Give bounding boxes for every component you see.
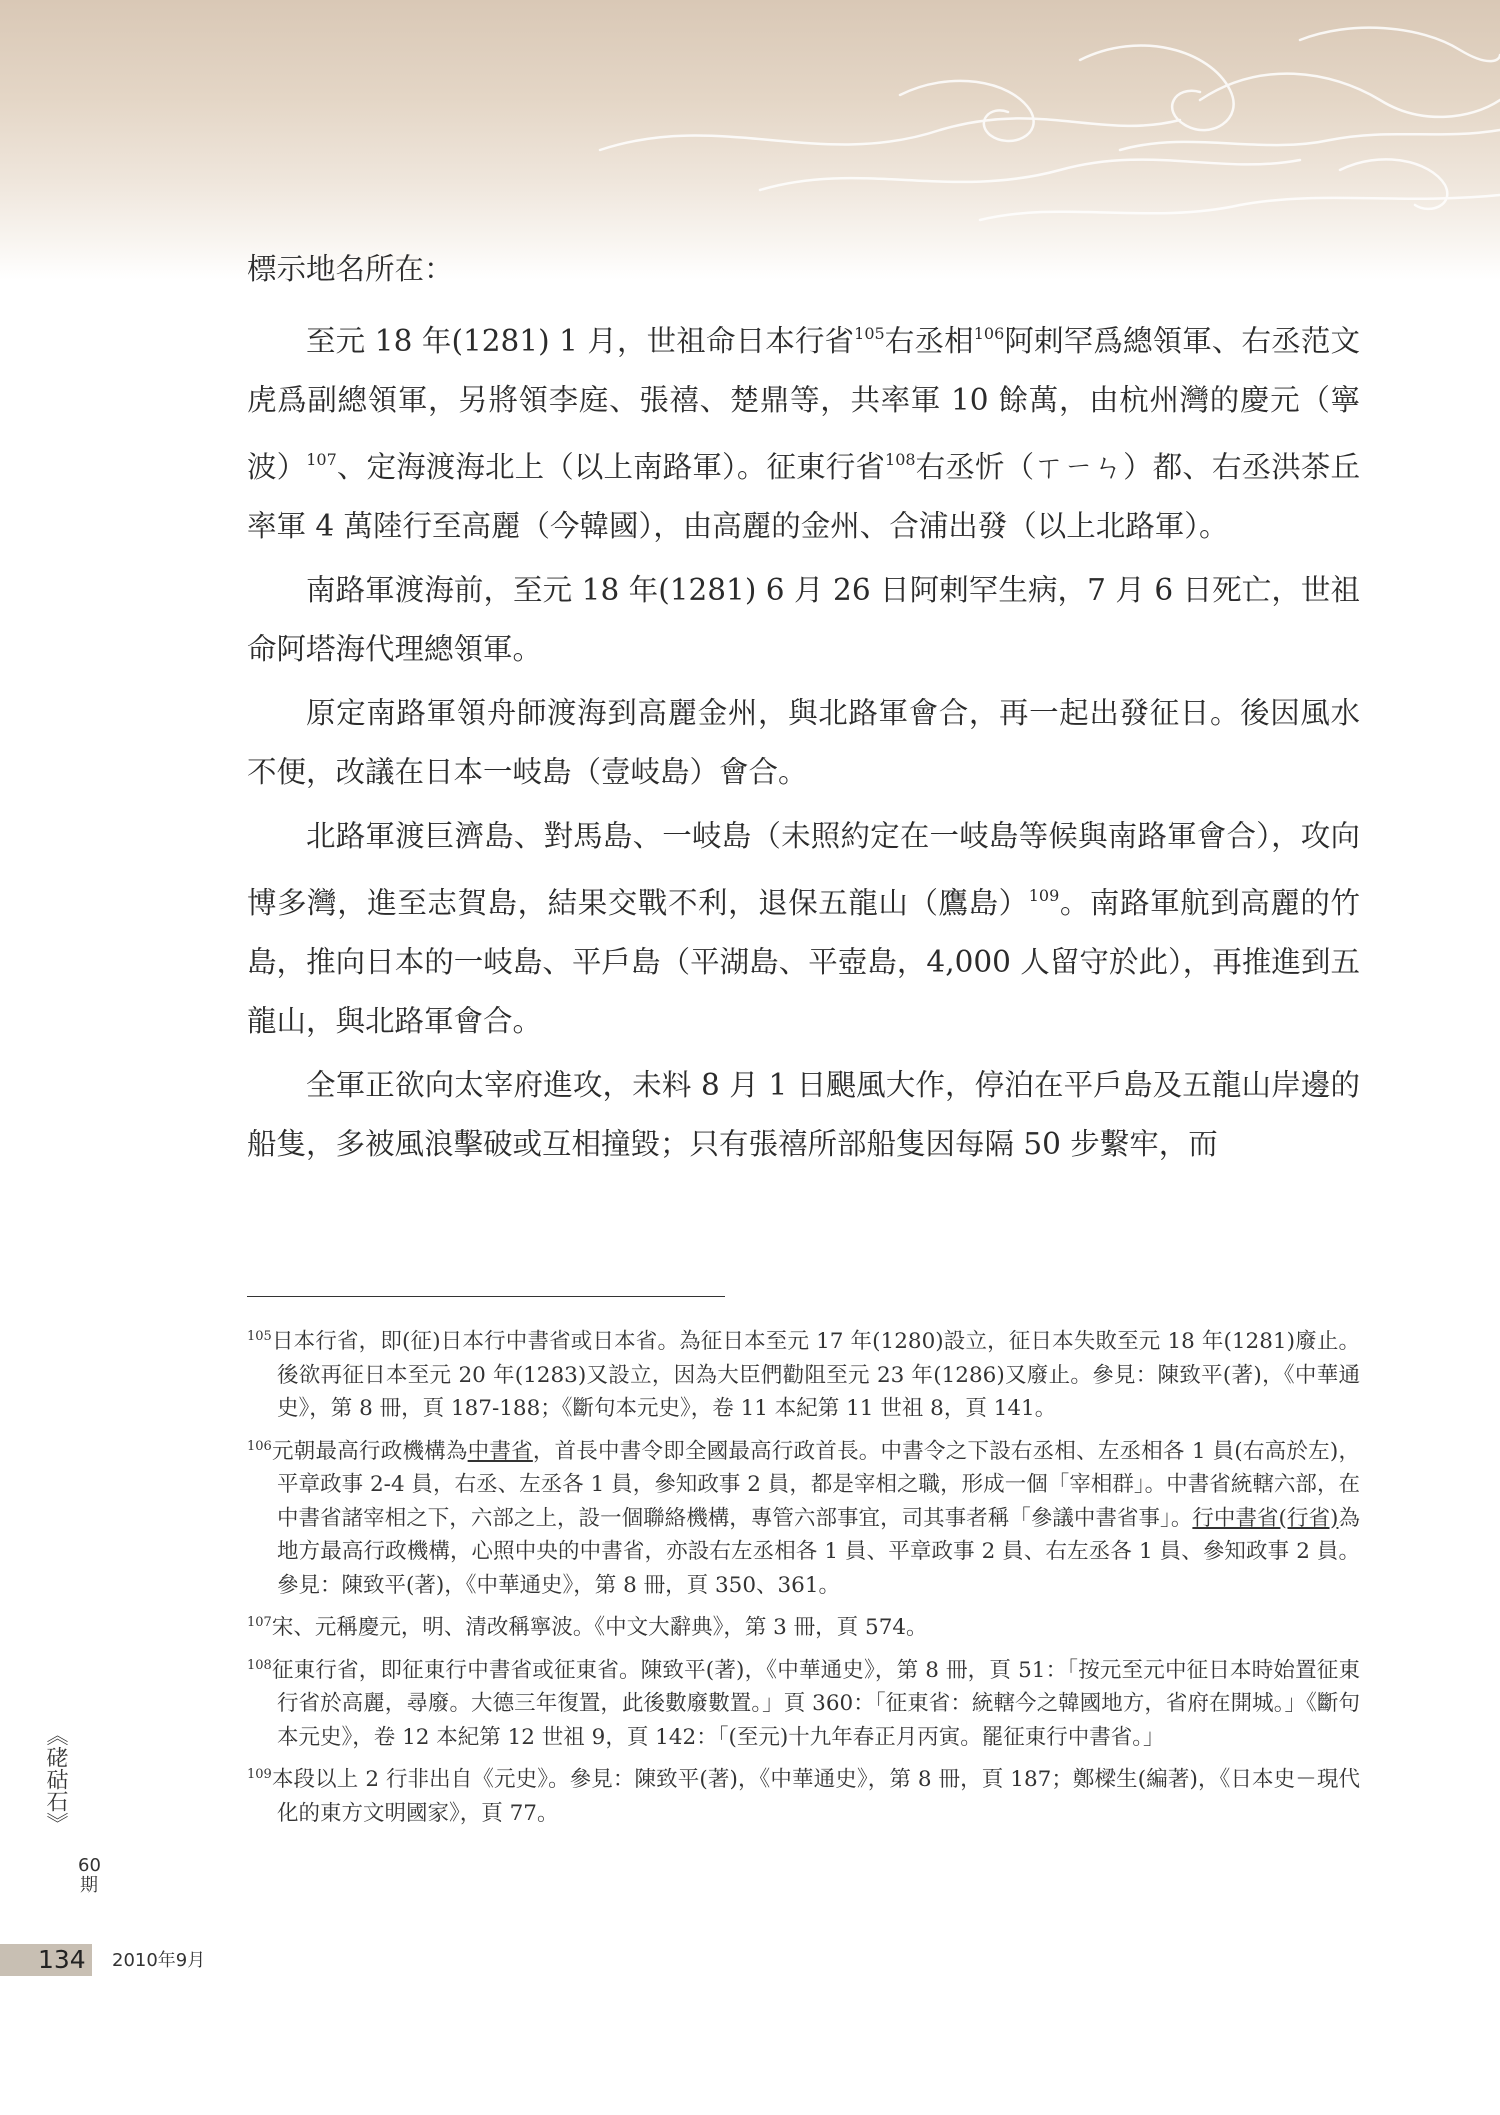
paragraph-2: 南路軍渡海前，至元 18 年(1281) 6 月 26 日阿剌罕生病，7 月 6 日死亡，世祖命阿塔海代理總領軍。 (247, 573, 1360, 666)
p4-text-b: 。南路軍航到高麗的竹島，推向日本的一岐島、平戶島（平湖島、平壺島，4,000 人留守於此），再推進到五龍山，與北路軍會合。 (247, 886, 1360, 1038)
p1-text-e: 右丞忻（ㄒㄧㄣ）都、右丞洪茶丘率軍 4 萬陸行至高麗（今韓國），由高麗的金州、合浦出發（以上北路軍）。 (247, 450, 1360, 543)
footnote-number: 107 (247, 1615, 272, 1630)
page-number: 134 (38, 1945, 86, 1974)
p1-text-d: 、定海渡海北上（以上南路軍）。征東行省 (336, 450, 886, 484)
issue-label (78, 1856, 100, 1896)
issue-number: 60 (78, 1855, 101, 1876)
footnote-text: 本段以上 2 行非出自《元史》。參見：陳致平(著)，《中華通史》，第 8 冊，頁 187；鄭樑生(編著)，《日本史－現代化的東方文明國家》，頁 77。 (271, 1767, 1360, 1826)
footnote-ref-107: 107 (306, 450, 337, 469)
footnote-number: 109 (247, 1767, 272, 1782)
footnote-divider (247, 1296, 725, 1297)
footnote-ref-109: 109 (1028, 886, 1060, 905)
footnote-number: 106 (247, 1438, 272, 1454)
paragraph-4 (247, 807, 1360, 1051)
issue-unit: 期 (80, 1875, 98, 1896)
underlined-term-zhongshusheng: 中書省 (467, 1438, 533, 1464)
paragraph-intro: 標示地名所在： (247, 252, 454, 286)
footnote-ref-108: 108 (885, 450, 916, 469)
underlined-term-xingsheng: 行中書省(行省) (1192, 1505, 1339, 1531)
footnote-109 (247, 1758, 1360, 1830)
p4-text-a: 北路軍渡巨濟島、對馬島、一岐島（未照約定在一岐島等候與南路軍會合），攻向博多灣，進至志賀島，結果交戰不利，退保五龍山（鷹島） (247, 819, 1360, 920)
publication-date: 2010年9月 (112, 1950, 206, 1971)
footnote-107 (247, 1606, 1360, 1645)
footnote-ref-106: 106 (973, 324, 1005, 343)
footnote-number: 105 (247, 1329, 272, 1344)
footnote-text: 征東行省，即征東行中書省或征東省。陳致平(著)，《中華通史》，第 8 冊，頁 51：「按元至元中征日本時始置征東行省於高麗，尋廢。大德三年復置，此後數廢數置。」頁 360：「征東省：統轄今之韓國地方，省府在開城。」《斷句本元史》，卷 12 本紀第 12 世祖 9，頁 142：「(至元)十九年春正月丙寅。罷征東行中書省。」 (271, 1657, 1360, 1750)
paragraph-5: 全軍正欲向太宰府進攻，未料 8 月 1 日颶風大作，停泊在平戶島及五龍山岸邊的船隻，多被風浪擊破或互相撞毀；只有張禧所部船隻因每隔 50 步繫牢，而 (247, 1068, 1360, 1161)
footnote-text: 日本行省，即(征)日本行中書省或日本省。為征日本至元 17 年(1280)設立，征日本失敗至元 18 年(1281)廢止。後欲再征日本至元 20 年(1283)又設立，因為大臣們勸阻至元 23 年(1286)又廢止。參見：陳致平(著)，《中華通史》，第 8 冊，頁 187-188；《斷句本元史》，卷 11 本紀第 11 世祖 8，頁 141。 (271, 1329, 1360, 1421)
p1-text-a: 至元 18 年(1281) 1 月，世祖命日本行省 (306, 324, 855, 358)
journal-title-vertical: 《硓𥑮石》 (43, 1724, 68, 1834)
footnote-105 (247, 1320, 1360, 1426)
main-body-text (247, 240, 1360, 1179)
paragraph-3: 原定南路軍領舟師渡海到高麗金州，與北路軍會合，再一起出發征日。後因風水不便，改議在日本一岐島（壹岐島）會合。 (247, 696, 1360, 789)
footnote-text-c: 為地方最高行政機構，心照中央的中書省，亦設右左丞相各 1 員、平章政事 2 員、右左丞各 1 員、參知政事 2 員。參見：陳致平(著)，《中華通史》，第 8 冊，頁 350、361。 (277, 1505, 1360, 1598)
footnote-ref-105: 105 (854, 324, 885, 343)
footnote-number: 108 (247, 1657, 272, 1673)
p1-text-b: 右丞相 (884, 324, 974, 358)
decorative-header-band (0, 0, 1500, 280)
footnote-text-a: 元朝最高行政機構為 (271, 1438, 468, 1464)
footnote-106 (247, 1430, 1360, 1603)
paragraph-1 (247, 304, 1360, 556)
footnote-108 (247, 1649, 1360, 1755)
p1-text-c: 阿剌罕爲總領軍、右丞范文虎爲副總領軍，另將領李庭、張禧、楚鼎等，共率軍 10 餘萬，由杭州灣的慶元（寧波） (247, 324, 1360, 484)
footnote-text: 宋、元稱慶元，明、清改稱寧波。《中文大辭典》，第 3 冊，頁 574。 (271, 1615, 928, 1640)
cloud-pattern-icon (0, 0, 1500, 280)
footnote-text-b: ，首長中書令即全國最高行政首長。中書令之下設右丞相、左丞相各 1 員(右高於左)，平章政事 2-4 員，右丞、左丞各 1 員，參知政事 2 員，都是宰相之職，形成一個「宰相群」。中書省統轄六部，在中書省諸宰相之下，六部之上，設一個聯絡機構，專管六部事宜，司其事者稱「參議中書省事」。 (277, 1438, 1360, 1531)
footnotes-section (247, 1320, 1360, 1834)
